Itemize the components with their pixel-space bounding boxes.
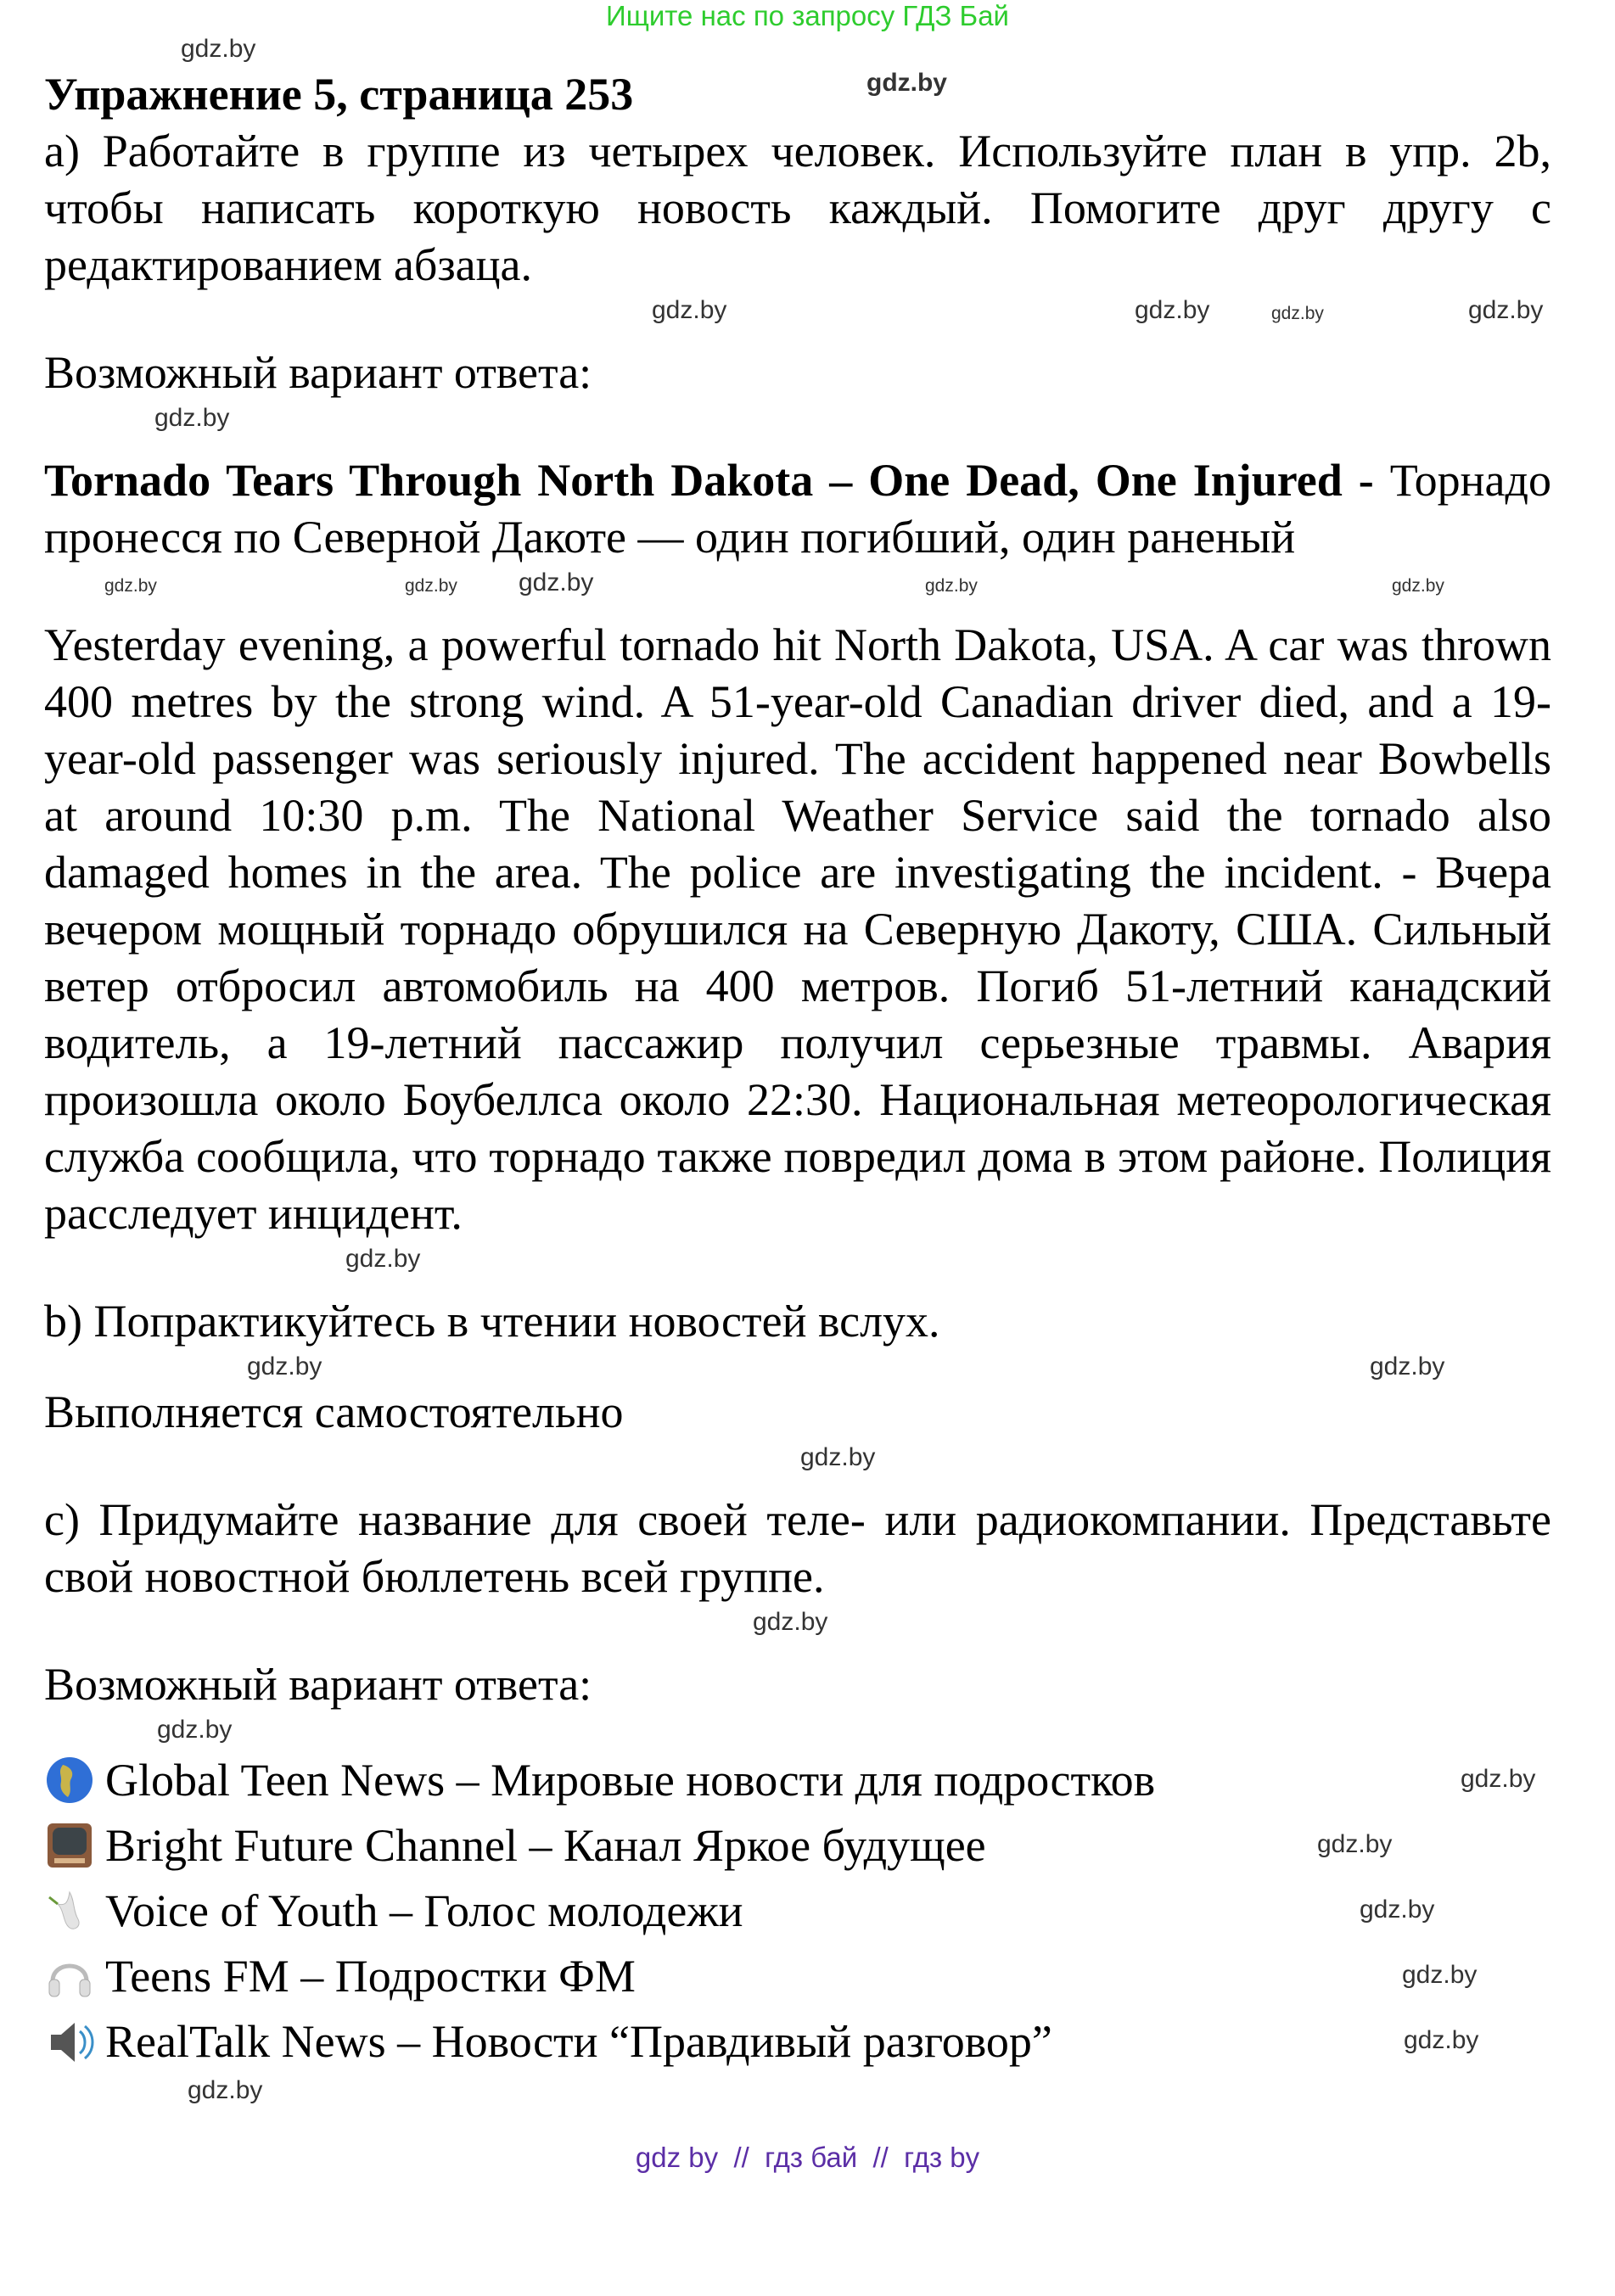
watermark: gdz.by bbox=[104, 576, 157, 596]
watermark-row bbox=[44, 1350, 1551, 1384]
footer-links[interactable]: gdz by // гдз бай // гдз by bbox=[635, 2142, 980, 2173]
watermark: gdz.by bbox=[1360, 1896, 1435, 1924]
page-content bbox=[44, 32, 1551, 2108]
watermark-row bbox=[44, 566, 1551, 617]
watermark: gdz.by bbox=[1370, 1352, 1445, 1380]
watermark: gdz.by bbox=[1317, 1830, 1393, 1858]
watermark: gdz.by bbox=[866, 69, 947, 97]
answer-label-2: Возможный вариант ответа: bbox=[44, 1659, 592, 1710]
headline bbox=[44, 452, 1551, 566]
watermark-row bbox=[44, 1242, 1551, 1293]
watermark: gdz.by bbox=[1461, 1765, 1536, 1793]
watermark-row bbox=[44, 1605, 1551, 1656]
watermark-row bbox=[44, 32, 1551, 66]
answer-b: Выполняется самостоятельно bbox=[44, 1386, 624, 1437]
watermark: gdz.by bbox=[1271, 304, 1324, 323]
watermark: gdz.by bbox=[925, 576, 978, 596]
list-item: Bright Future Channel – Канал Яркое будущее gdz.by bbox=[44, 1812, 1551, 1878]
watermark: gdz.by bbox=[652, 296, 727, 324]
headphones-icon bbox=[44, 1951, 95, 2002]
watermark: gdz.by bbox=[1402, 1961, 1478, 1989]
watermark: gdz.by bbox=[247, 1352, 322, 1380]
watermark: gdz.by bbox=[753, 1608, 828, 1636]
watermark-row bbox=[44, 1441, 1551, 1492]
task-c: c) Придумайте название для своей теле- или радиокомпании. Представьте свой новостной бюллетень всей группе. bbox=[44, 1494, 1551, 1602]
watermark: gdz.by bbox=[154, 404, 230, 432]
answer-label: Возможный вариант ответа: bbox=[44, 347, 592, 398]
search-banner: Ищите нас по запросу ГДЗ Бай bbox=[606, 0, 1009, 31]
page-title-row bbox=[44, 66, 1551, 123]
watermark: gdz.by bbox=[188, 2076, 263, 2104]
watermark: gdz.by bbox=[519, 568, 594, 596]
page-title: Упражнение 5, страница 253 bbox=[44, 69, 634, 120]
headline-ru: Торнадо пронесся по Северной Дакоте — один погибший, один раненый bbox=[44, 455, 1551, 563]
list-item: Global Teen News – Мировые новости для подростков gdz.by bbox=[44, 1747, 1551, 1812]
channel-list bbox=[44, 1747, 1551, 2074]
watermark: gdz.by bbox=[800, 1443, 876, 1471]
watermark: gdz.by bbox=[345, 1245, 421, 1273]
list-item: RealTalk News – Новости “Правдивый разговор” gdz.by bbox=[44, 2008, 1551, 2074]
globe-icon bbox=[44, 1755, 95, 1806]
speaker-icon bbox=[44, 2016, 95, 2067]
headline-en: Tornado Tears Through North Dakota – One Dead, One Injured - bbox=[44, 455, 1374, 506]
watermark-row bbox=[44, 294, 1551, 344]
list-item: Teens FM – Подростки ФМ gdz.by bbox=[44, 1943, 1551, 2008]
task-a: а) Работайте в группе из четырех человек. Используйте план в упр. 2b, чтобы написать короткую новость каждый. Помогите друг другу с редактированием абзаца. bbox=[44, 126, 1551, 290]
task-b: b) Попрактикуйтесь в чтении новостей вслух. bbox=[44, 1296, 940, 1347]
watermark: gdz.by bbox=[1404, 2026, 1479, 2054]
watermark: gdz.by bbox=[157, 1716, 233, 1744]
article-text: Yesterday evening, a powerful tornado hit North Dakota, USA. A car was thrown 400 metres by the strong wind. A 51-year-old Canadian driver died, and a 19-year-old passenger was seriously injured. The accident happened near Bowbells at around 10:30 p.m. The National Weather Service said the tornado also damaged homes in the area. The police are investigating the incident. - Вчера вечером мощный торнадо обрушился на Северную Дакоту, США. Сильный ветер отбросил автомобиль на 400 метров. Погиб 51-летний канадский водитель, а 19-летний пассажир получил серьезные травмы. Авария произошла около Боубеллса около 22:30. Национальная метеорологическая служба сообщила, что торнадо также повредил дома в этом районе. Полиция расследует инцидент. bbox=[44, 619, 1551, 1239]
watermark-row bbox=[44, 1713, 1551, 1747]
watermark: gdz.by bbox=[181, 35, 256, 63]
watermark: gdz.by bbox=[1468, 296, 1544, 324]
watermark: gdz.by bbox=[405, 576, 457, 596]
watermark-row bbox=[44, 2074, 1551, 2108]
watermark: gdz.by bbox=[1135, 296, 1210, 324]
watermark-row bbox=[44, 401, 1551, 452]
list-item: Voice of Youth – Голос молодежи gdz.by bbox=[44, 1878, 1551, 1943]
watermark: gdz.by bbox=[1392, 576, 1444, 596]
dove-icon bbox=[44, 1885, 95, 1936]
tv-icon bbox=[44, 1820, 95, 1871]
